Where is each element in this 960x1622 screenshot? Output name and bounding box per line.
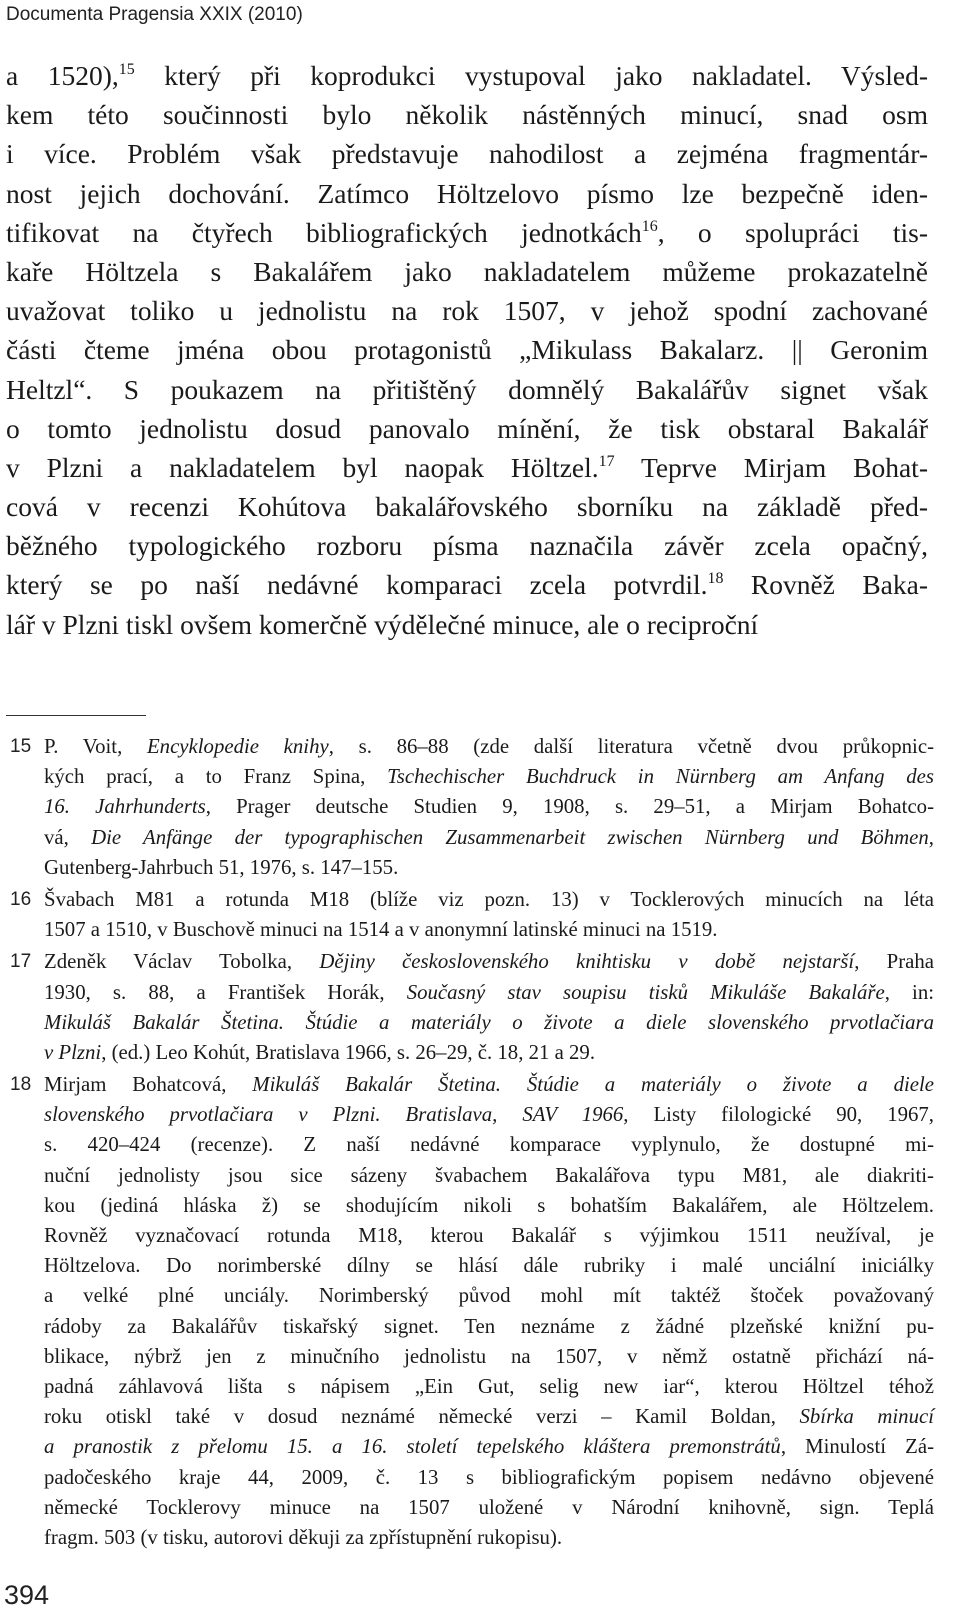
footnote-line: Höltzelova. Do norimberské dílny se hlásí dále rubriky i malé unciální iniciálky: [44, 1254, 934, 1278]
footnote-line: Mikuláš Bakalár Štetina. Štúdie a materiály o živote a diele slovenského prvotlačiara: [44, 1010, 934, 1034]
footnote-separator: [6, 715, 146, 716]
running-header: Documenta Pragensia XXIX (2010): [6, 4, 303, 25]
footnote-17: [6, 947, 934, 1068]
body-line: kem této součinnosti bylo několik nástěnných minucí, snad osm: [6, 99, 928, 131]
body-line: v Plzni a nakladatelem byl naopak Höltzel.$^{17}$ Teprve Mirjam Bohat-: [6, 451, 928, 483]
body-line: kaře Höltzela s Bakalářem jako nakladatelem můžeme prokazatelně: [6, 255, 928, 287]
body-line: nost jejich dochování. Zatímco Höltzelovo písmo lze bezpečně iden-: [6, 177, 928, 209]
footnote-18: [6, 1070, 934, 1553]
footnote-line: padočeského kraje 44, 2009, č. 13 s bibliografickým popisem nedávno objevené: [44, 1465, 934, 1489]
footnote-line: v Plzni, (ed.) Leo Kohút, Bratislava 1966, s. 26–29, č. 18, 21 a 29.: [44, 1040, 596, 1064]
footnote-line: 1507 a 1510, v Buschově minuci na 1514 a v anonymní latinské minuci na 1519.: [44, 918, 718, 942]
footnote-line: a velké plné unciály. Norimberský původ mohl mít taktéž štoček považovaný: [44, 1284, 934, 1308]
body-line: Heltzl“. S poukazem na přitištěný domnělý Bakalářův signet však: [6, 373, 928, 405]
body-line: cová v recenzi Kohútova bakalářovského sborníku na základě před-: [6, 491, 928, 523]
footnote-line: blikace, nýbrž jen z minučního jednolistu na 1507, v němž ostatně přichází ná-: [44, 1344, 934, 1368]
footnote-line: Mirjam Bohatcová, Mikuláš Bakalár Štetina. Štúdie a materiály o živote a diele: [44, 1073, 934, 1097]
footnote-16: [6, 885, 934, 945]
footnote-line: Švabach M81 a rotunda M18 (blíže viz pozn. 13) v Tocklerových minucích na léta: [44, 887, 934, 911]
main-text: [6, 56, 935, 1549]
footnote-number: 15: [10, 736, 32, 757]
footnote-line: kou (jediná hláska ž) se shodujícím nikoli s bohatším Bakalářem, ale Höltzelem.: [44, 1193, 934, 1217]
footnote-line: slovenského prvotlačiara v Plzni. Bratislava, SAV 1966, Listy filologické 90, 1967,: [44, 1103, 935, 1127]
body-line: běžného typologického rozboru písma naznačila závěr zcela opačný,: [6, 530, 928, 562]
footnote-line: s. 420–424 (recenze). Z naší nedávné komparace vyplynulo, že dostupné mi-: [44, 1133, 934, 1157]
footnote-line: kých prací, a to Franz Spina, Tschechischer Buchdruck in Nürnberg am Anfang des: [44, 765, 934, 789]
body-line: a 1520),$^{15}$ který při koprodukci vystupoval jako nakladatel. Výsled-: [6, 60, 928, 91]
footnote-line: Rovněž vyznačovací rotunda M18, kterou Bakalář s výjimkou 1511 neužíval, je: [44, 1224, 934, 1247]
footnote-line: 16. Jahrhunderts, Prager deutsche Studien 9, 1908, s. 29–51, a Mirjam Bohatco-: [44, 795, 934, 819]
footnote-line: Gutenberg-Jahrbuch 51, 1976, s. 147–155.: [44, 855, 399, 879]
page-number: 394: [4, 1580, 50, 1610]
footnote-line: fragm. 503 (v tisku, autorovi děkuji za zpřístupnění rukopisu).: [44, 1525, 563, 1549]
footnote-line: padná záhlavová lišta s nápisem „Ein Gut, selig new iar“, kterou Höltzel téhož: [44, 1374, 934, 1398]
body-line: i více. Problém však představuje nahodilost a zejména fragmentár-: [6, 138, 928, 170]
footnote-line: rádoby za Bakalářův tiskařský signet. Ten neznáme z žádné plzeňské knižní pu-: [44, 1314, 934, 1338]
footnote-line: vá, Die Anfänge der typographischen Zusammenarbeit zwischen Nürnberg und Böhmen,: [44, 825, 934, 849]
body-line: lář v Plzni tiskl ovšem komerčně výdělečné minuce, ale o reciproční: [6, 608, 759, 640]
footnote-line: Zdeněk Václav Tobolka, Dějiny československého knihtisku v době nejstarší, Praha: [44, 950, 935, 974]
footnote-line: P. Voit, Encyklopedie knihy, s. 86–88 (zde další literatura včetně dvou průkopnic-: [44, 735, 934, 758]
footnote-line: roku otiskl také v dosud neznámé německé verzi – Kamil Boldan, Sbírka minucí: [44, 1405, 934, 1429]
footnote-number: 18: [10, 1074, 32, 1096]
footnote-line: a pranostik z přelomu 15. a 16. století tepelského kláštera premonstrátů, Minulostí Zá-: [44, 1435, 934, 1459]
body-line: který se po naší nedávné komparaci zcela potvrdil.$^{18}$ Rovněž Baka-: [6, 569, 928, 601]
body-line: části čteme jména obou protagonistů „Mikulass Bakalarz. || Geronim: [6, 334, 928, 366]
body-line: tifikovat na čtyřech bibliografických jednotkách$^{16}$, o spolupráci tis-: [6, 216, 928, 248]
footnote-15: [6, 732, 934, 883]
body-line: uvažovat toliko u jednolistu na rok 1507, v jehož spodní zachované: [6, 295, 928, 327]
body-line: o tomto jednolistu dosud panovalo mínění, že tisk obstaral Bakalář: [6, 412, 928, 444]
footnote-line: 1930, s. 88, a František Horák, Současný stav soupisu tisků Mikuláše Bakaláře, in:: [44, 980, 935, 1004]
footnote-line: nuční jednolisty jsou sice sázeny švabachem Bakalářova typu M81, ale diakriti-: [44, 1163, 934, 1187]
footnote-number: 17: [10, 951, 32, 973]
footnotes: [6, 732, 934, 1555]
footnote-line: německé Tocklerovy minuce na 1507 uložené v Národní knihovně, sign. Teplá: [44, 1495, 934, 1519]
body-paragraph: [6, 56, 928, 644]
footnote-number: 16: [10, 888, 32, 910]
